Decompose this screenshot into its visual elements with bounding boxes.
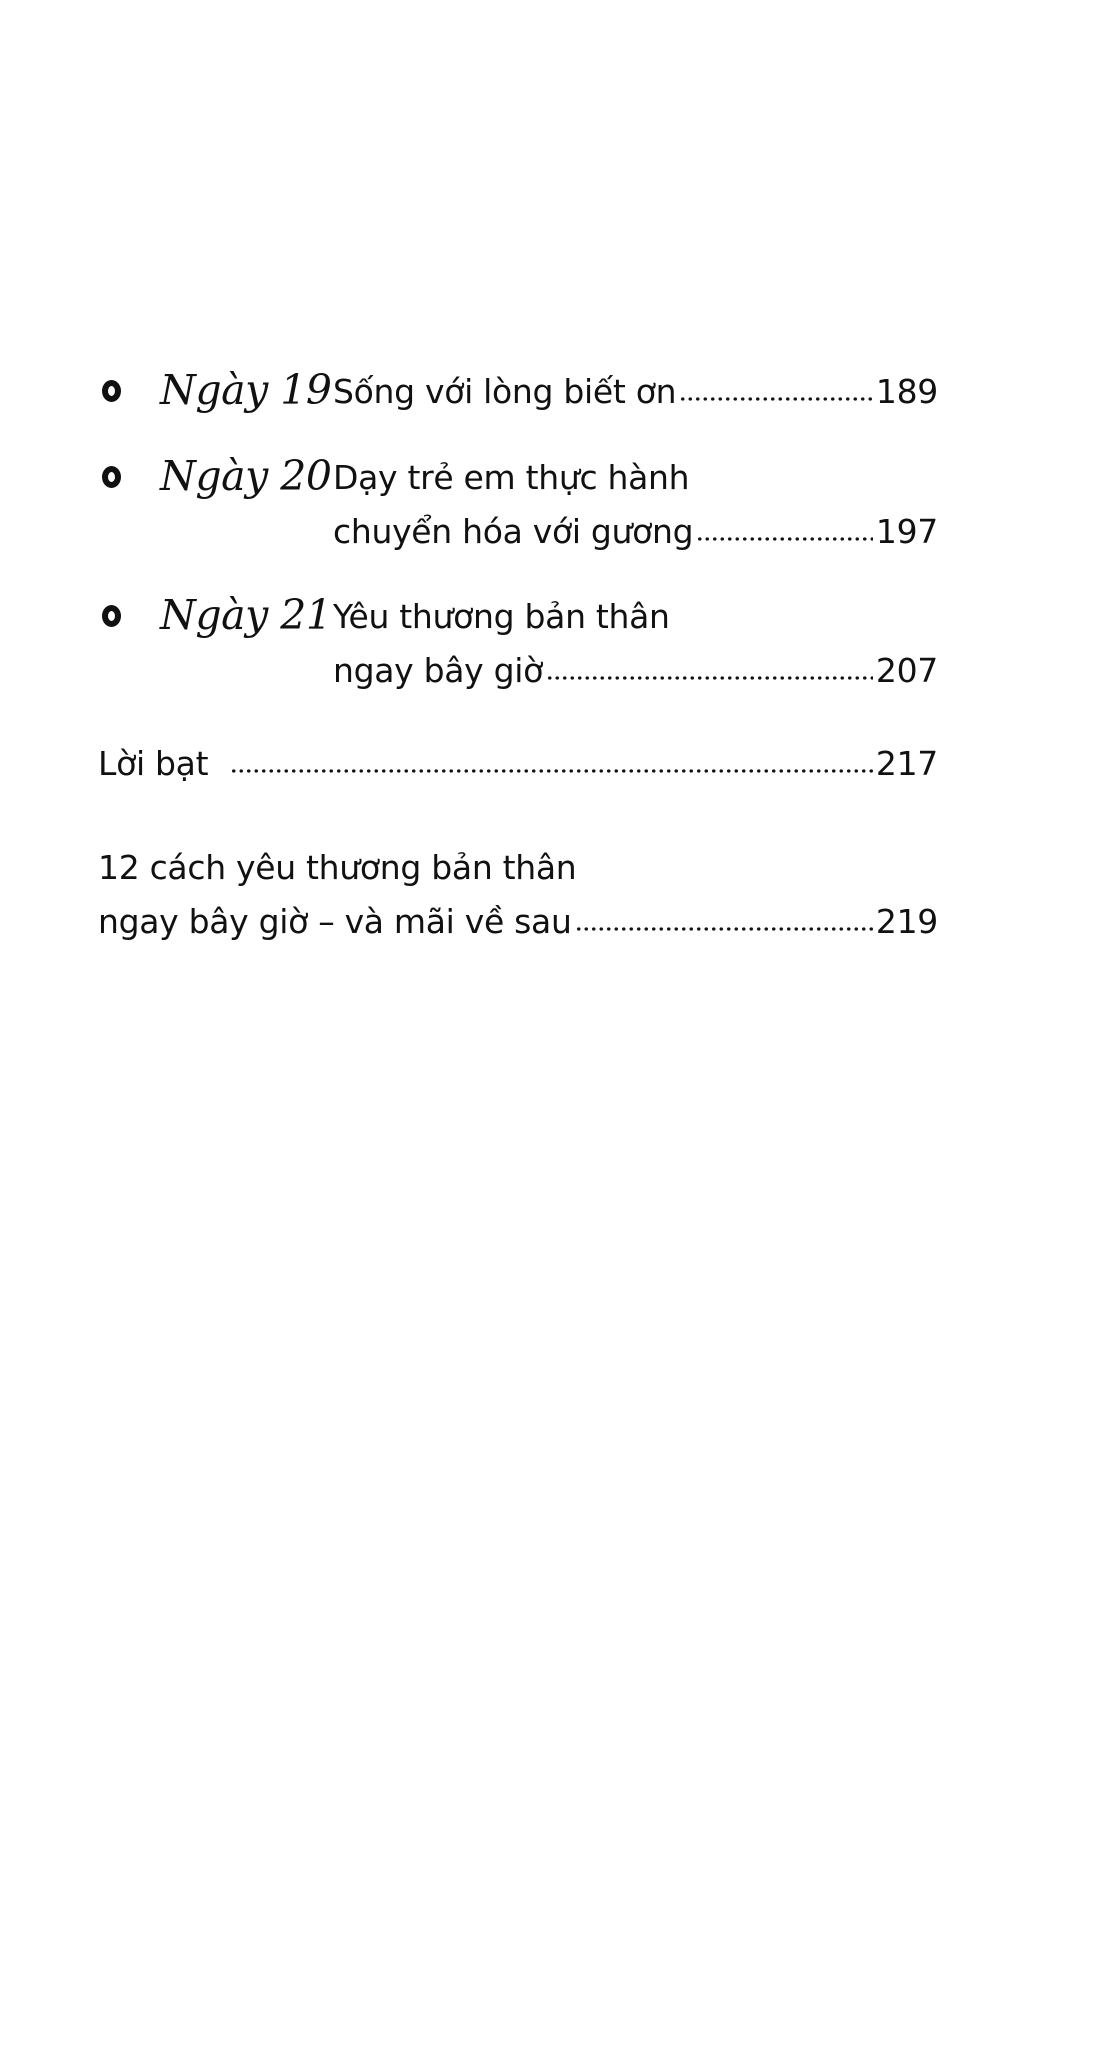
dot-leader bbox=[546, 673, 873, 683]
toc-entry-afterword[interactable] bbox=[98, 740, 938, 788]
dot-leader bbox=[679, 394, 873, 404]
circle-bullet-icon bbox=[102, 380, 121, 402]
page-number: 207 bbox=[875, 651, 938, 690]
toc-entry-title-line bbox=[333, 508, 938, 556]
toc-entry-title: ngay bây giờ bbox=[333, 651, 543, 690]
toc-entry-title-line bbox=[333, 647, 938, 695]
circle-bullet-icon bbox=[102, 466, 121, 488]
toc-entry-title-line bbox=[333, 593, 938, 641]
toc-entry-title-line bbox=[333, 368, 938, 416]
dot-leader bbox=[230, 766, 873, 776]
page-number: 219 bbox=[875, 902, 938, 941]
afterword-title: Lời bạt bbox=[98, 744, 209, 783]
twelve-ways-title: ngay bây giờ – và mãi về sau bbox=[98, 902, 572, 941]
toc-entry-title: Yêu thương bản thân bbox=[333, 597, 670, 636]
toc-entry-twelve-ways-line-1[interactable] bbox=[98, 844, 938, 892]
twelve-ways-title: 12 cách yêu thương bản thân bbox=[98, 848, 577, 887]
day-label: Ngày 20 bbox=[160, 452, 332, 500]
day-label: Ngày 19 bbox=[160, 366, 332, 414]
page-number: 197 bbox=[875, 512, 938, 551]
toc-entry-title: Sống với lòng biết ơn bbox=[333, 372, 677, 411]
toc-entry-title: Dạy trẻ em thực hành bbox=[333, 458, 690, 497]
page-number: 189 bbox=[875, 372, 938, 411]
dot-leader bbox=[696, 534, 873, 544]
toc-entry-title-line bbox=[333, 454, 938, 502]
dot-leader bbox=[575, 924, 873, 934]
page-number: 217 bbox=[875, 744, 938, 783]
circle-bullet-icon bbox=[102, 605, 121, 627]
toc-entry-twelve-ways-line-2[interactable] bbox=[98, 898, 938, 946]
toc-entry-title: chuyển hóa với gương bbox=[333, 512, 694, 551]
day-label: Ngày 21 bbox=[160, 591, 332, 639]
